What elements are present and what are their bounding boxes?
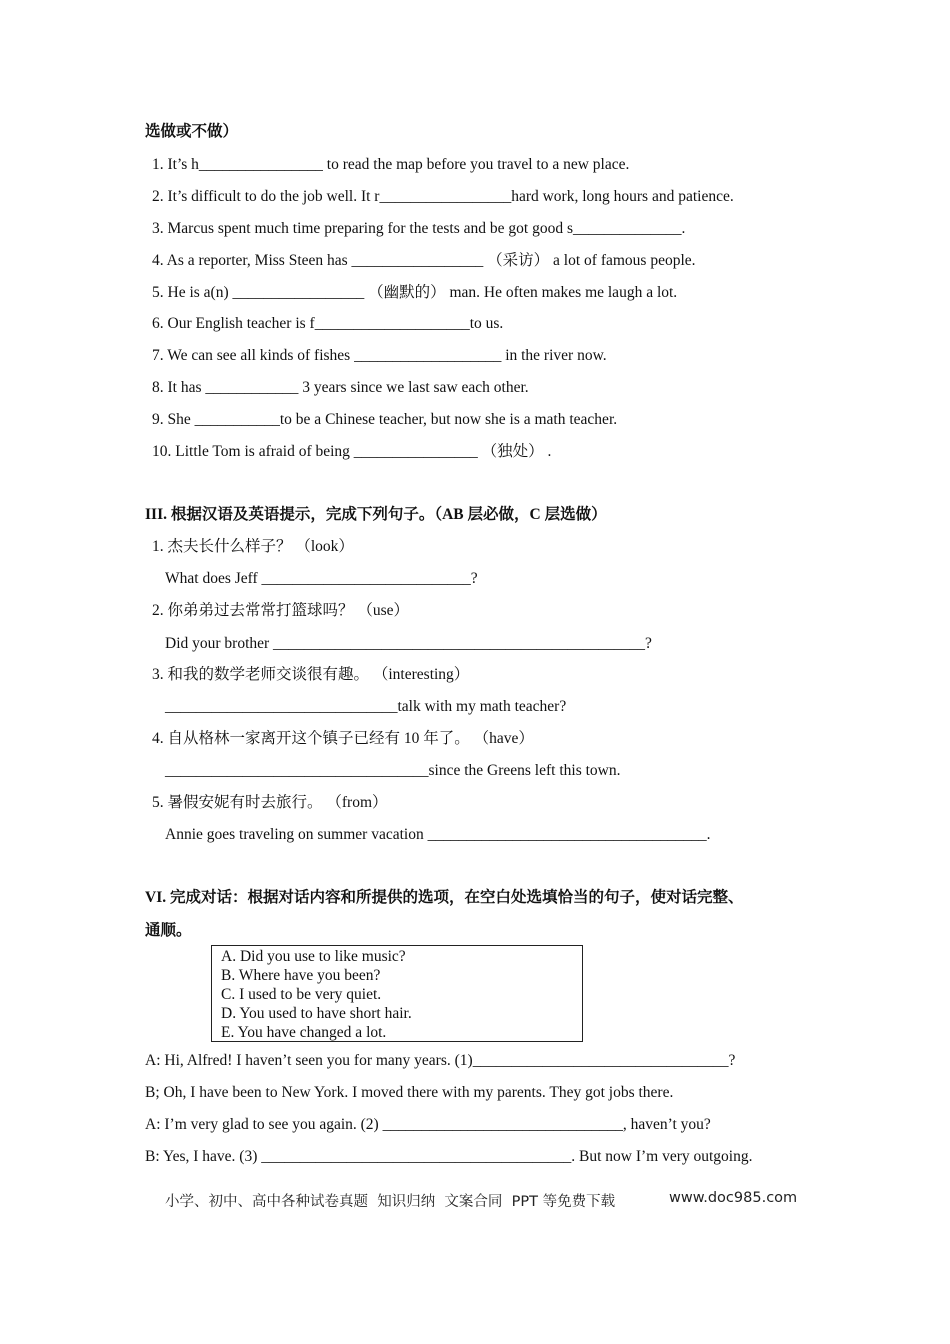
section-heading-tail: 选做或不做） [145, 123, 239, 140]
question-prompt: 5. 暑假安妮有时去旅行。 （from） [152, 794, 388, 811]
question-item: 8. It has ____________ 3 years since we last saw each other. [152, 379, 529, 396]
section-heading-cont: 通顺。 [145, 922, 192, 939]
dialogue-line: A: I’m very glad to see you again. (2) _______________________________, haven’t you? [145, 1116, 711, 1133]
dialogue-line: B; Oh, I have been to New York. I moved there with my parents. They got jobs there. [145, 1084, 674, 1101]
question-answer: What does Jeff ___________________________? [165, 570, 478, 587]
question-item: 4. As a reporter, Miss Steen has _________________ （采访） a lot of famous people. [152, 252, 696, 269]
question-answer: Did your brother ________________________________________________? [165, 635, 652, 652]
question-prompt: 3. 和我的数学老师交谈很有趣。 （interesting） [152, 666, 470, 683]
question-item: 1. It’s h________________ to read the map before you travel to a new place. [152, 156, 630, 173]
dialogue-line: B: Yes, I have. (3) ________________________________________. But now I’m very outgoing. [145, 1148, 753, 1165]
question-answer: ______________________________talk with my math teacher? [165, 698, 567, 715]
question-prompt: 1. 杰夫长什么样子？ （look） [152, 538, 354, 555]
question-item: 2. It’s difficult to do the job well. It r_________________hard work, long hours and patience. [152, 188, 734, 205]
question-prompt: 2. 你弟弟过去常常打篮球吗？ （use） [152, 602, 410, 619]
question-item: 6. Our English teacher is f____________________to us. [152, 315, 504, 332]
footer-text: 小学、初中、高中各种试卷真题 知识归纳 文案合同 PPT 等免费下载 [165, 1194, 616, 1210]
options-box [211, 945, 583, 1042]
question-item: 3. Marcus spent much time preparing for the tests and be got good s______________. [152, 220, 686, 237]
option-item: B. Where have you been? [221, 967, 381, 984]
question-item: 10. Little Tom is afraid of being ________________ （独处） . [152, 443, 552, 460]
question-answer: __________________________________since the Greens left this town. [165, 762, 621, 779]
option-item: A. Did you use to like music? [221, 948, 406, 965]
dialogue-line: A: Hi, Alfred! I haven’t seen you for many years. (1)_________________________________? [145, 1052, 736, 1069]
section-heading: III. 根据汉语及英语提示，完成下列句子。（AB 层必做，C 层选做） [145, 506, 607, 523]
section-heading: VI. 完成对话：根据对话内容和所提供的选项，在空白处选填恰当的句子，使对话完整、 [145, 889, 744, 906]
question-answer: Annie goes traveling on summer vacation ____________________________________. [165, 826, 711, 843]
option-item: E. You have changed a lot. [221, 1024, 387, 1041]
option-item: C. I used to be very quiet. [221, 986, 382, 1003]
question-item: 9. She ___________to be a Chinese teacher, but now she is a math teacher. [152, 411, 618, 428]
question-prompt: 4. 自从格林一家离开这个镇子已经有 10 年了。 （have） [152, 730, 534, 747]
option-item: D. You used to have short hair. [221, 1005, 412, 1022]
question-item: 5. He is a(n) _________________ （幽默的） man. He often makes me laugh a lot. [152, 284, 678, 301]
footer-url: www.doc985.com [669, 1190, 798, 1206]
question-item: 7. We can see all kinds of fishes ___________________ in the river now. [152, 347, 607, 364]
